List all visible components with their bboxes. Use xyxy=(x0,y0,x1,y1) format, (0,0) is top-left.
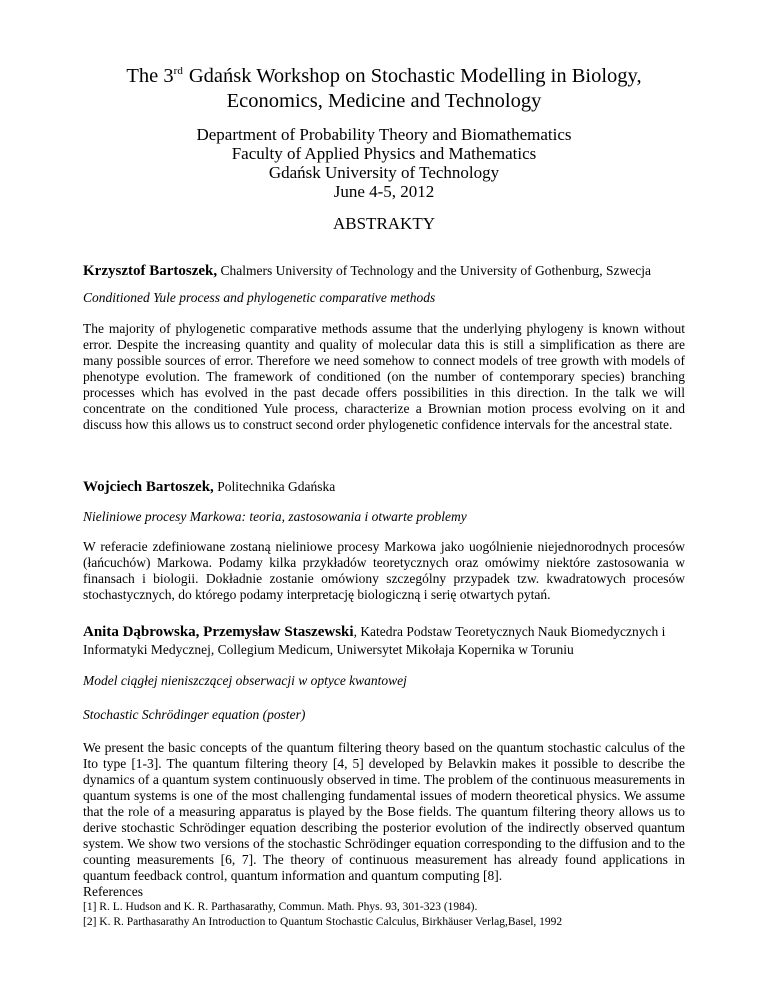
author-names: Anita Dąbrowska, Przemysław Staszewski xyxy=(83,624,354,640)
abstract-title-english: Stochastic Schrödinger equation (poster) xyxy=(83,707,306,722)
abstract-2 xyxy=(83,478,685,603)
workshop-title-line2: Economics, Medicine and Technology xyxy=(226,90,542,112)
author-line xyxy=(83,262,685,280)
author-affiliation: Politechnika Gdańska xyxy=(217,479,336,494)
author-names: Wojciech Bartoszek, xyxy=(83,479,214,495)
author-names: Krzysztof Bartoszek, xyxy=(83,263,218,279)
title-prefix: The 3 xyxy=(126,65,174,87)
title-line1-rest: Gdańsk Workshop on Stochastic Modelling in Biology, xyxy=(188,65,642,87)
author-line xyxy=(83,478,685,496)
section-heading: ABSTRAKTY xyxy=(332,214,435,233)
organizer-info xyxy=(0,125,768,201)
faculty-name: Faculty of Applied Physics and Mathematics xyxy=(231,144,537,163)
author-line xyxy=(83,623,685,659)
abstract-3 xyxy=(83,623,685,930)
abstract-title: Nieliniowe procesy Markowa: teoria, zastosowania i otwarte problemy xyxy=(83,509,467,524)
reference-item: [2] K. R. Parthasarathy An Introduction to Quantum Stochastic Calculus, Birkhäuser Verlag,Basel, 1992 xyxy=(83,916,563,928)
title-ordinal-suffix: rd xyxy=(173,65,183,77)
workshop-title xyxy=(0,64,768,114)
abstract-title: Conditioned Yule process and phylogenetic comparative methods xyxy=(83,290,436,305)
abstract-body: We present the basic concepts of the quantum filtering theory based on the quantum stochastic calculus of the Ito type [1-3]. The quantum filtering theory [4, 5] developed by Belavkin makes it possible to describe the dynamics of a quantum system continuously observed in time. The problem of the continuous measurements in quantum systems is one of the most challenging fundamental issues of modern theoretical physics. We assume that the role of a measuring apparatus is played by the Bose fields. The quantum filtering theory allows us to derive stochastic Schrödinger equation describing the posterior evolution of the indirectly observed quantum system. We show two versions of the stochastic Schrödinger equation corresponding to the diffusion and to the counting measurements [6, 7]. The theory of continuous measurement has already found applications in quantum feedback control, quantum information and quantum computing [8]. xyxy=(83,740,685,883)
abstract-title: Model ciągłej nieniszczącej obserwacji w optyce kwantowej xyxy=(83,673,407,688)
abstract-body: The majority of phylogenetic comparative methods assume that the underlying phylogeny is known without error. Despite the increasing quantity and quality of molecular data this is still a simplification as there are many possible sources of error. Therefore we need somehow to connect models of tree growth with models of phenotype evolution. The framework of conditioned (on the number of contemporary species) branching processes which has evolved in the past decade offers possibilities in this direction. In the talk we will concentrate on the conditioned Yule process, characterize a Brownian motion process evolving on it and discuss how this allows us to construct second order phylogenetic confidence intervals for the ancestral state. xyxy=(83,321,685,432)
abstract-1 xyxy=(83,262,685,433)
abstract-body: W referacie zdefiniowane zostaną nieliniowe procesy Markowa jako uogólnienie niejednorodnych procesów (łańcuchów) Markowa. Podamy kilka przykładów teoretycznych oraz omówimy niektóre zastosowania w finansach i biologii. Dokładnie zostanie omówiony szczególny przypadek tzw. kwadratowych procesów stochastycznych, do którego podamy interpretację biologiczną i serię otwartych pytań. xyxy=(83,539,685,602)
reference-item: [1] R. L. Hudson and K. R. Parthasarathy, Commun. Math. Phys. 93, 301-323 (1984). xyxy=(83,901,478,913)
workshop-title-line1 xyxy=(0,64,768,89)
department-name: Department of Probability Theory and Biomathematics xyxy=(196,125,572,144)
author-affiliation: Chalmers University of Technology and the University of Gothenburg, Szwecja xyxy=(220,263,651,278)
event-date: June 4-5, 2012 xyxy=(333,182,435,201)
author-affiliation: , Katedra Podstaw Teoretycznych Nauk Biomedycznych i Informatyki Medycznej, Collegium Medicum, Uniwersytet Mikołaja Kopernika w Toruniu xyxy=(83,624,666,657)
references-heading: References xyxy=(83,884,143,899)
university-name: Gdańsk University of Technology xyxy=(268,163,500,182)
